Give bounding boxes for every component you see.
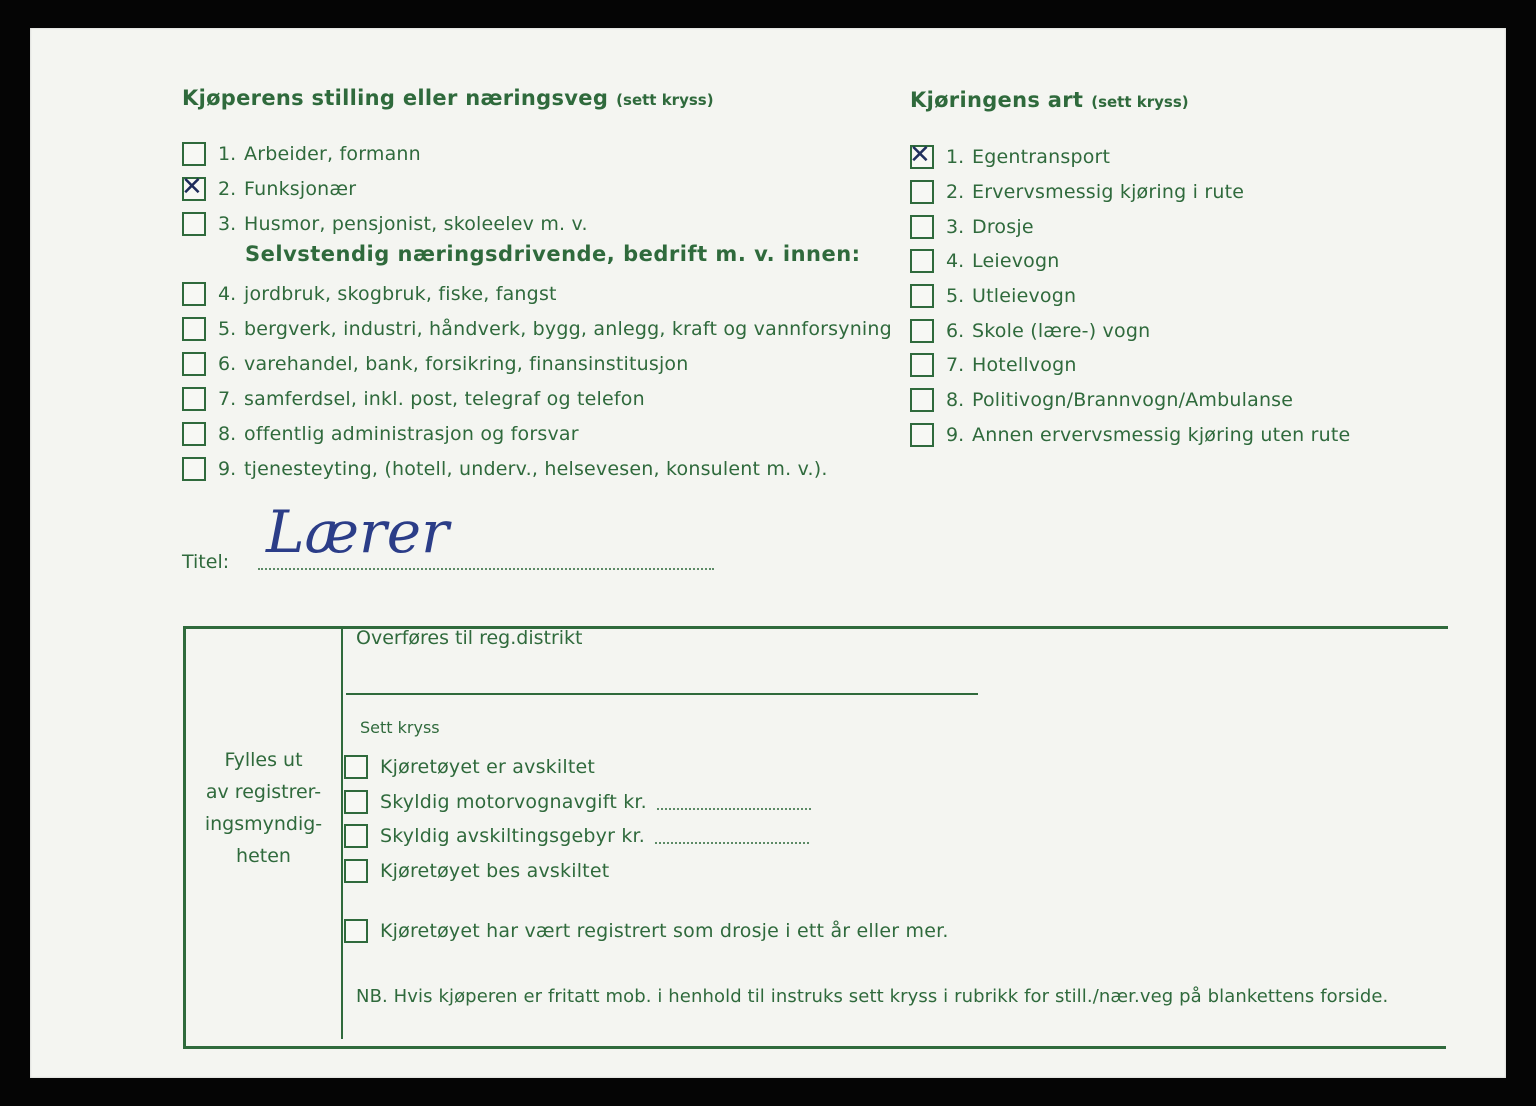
- item-number: 1.: [218, 142, 237, 165]
- item-number: 6.: [218, 352, 237, 375]
- registry-box-bottom-border: [183, 1046, 1446, 1049]
- registry-items: [344, 750, 811, 888]
- checkbox[interactable]: [344, 755, 368, 779]
- driving-items: [910, 140, 1350, 452]
- registry-label-line: av registrer-: [205, 781, 322, 803]
- checkbox[interactable]: [182, 457, 206, 481]
- driving-item-4[interactable]: [910, 244, 1350, 279]
- driving-item-5[interactable]: [910, 279, 1350, 314]
- driving-title-text: Kjøringens art: [910, 88, 1084, 112]
- item-number: 6.: [946, 319, 965, 342]
- checkbox[interactable]: [910, 284, 934, 308]
- checkbox[interactable]: [182, 352, 206, 376]
- item-label: Egentransport: [972, 146, 1111, 169]
- mobilization-note: NB. Hvis kjøperen er fritatt mob. i henhold til instruks sett kryss i rubrikk for still./nær.veg på blankettens forside.: [356, 986, 1389, 1007]
- item-label: Skole (lære-) vogn: [972, 319, 1151, 342]
- checkbox[interactable]: [344, 824, 368, 848]
- registry-authority-label: [186, 744, 341, 872]
- checkbox[interactable]: [910, 180, 934, 204]
- item-number: 2.: [218, 177, 237, 200]
- sett-kryss-label: Sett kryss: [360, 718, 440, 737]
- buyer-section-title: [182, 86, 714, 110]
- driving-title-hint: (sett kryss): [1091, 93, 1189, 111]
- buyer-item-5[interactable]: [182, 311, 892, 346]
- item-label: Drosje: [972, 215, 1034, 238]
- checkbox[interactable]: [182, 387, 206, 411]
- item-label: varehandel, bank, forsikring, finansinstitusjon: [244, 352, 689, 375]
- registry-item-motorvognavgift[interactable]: [344, 785, 811, 820]
- item-number: 2.: [946, 181, 965, 204]
- title-label: Titel:: [182, 551, 230, 573]
- item-label: samferdsel, inkl. post, telegraf og telefon: [244, 387, 645, 410]
- registry-label-line: Fylles ut: [224, 749, 303, 771]
- registry-item-bes-avskiltet[interactable]: [344, 854, 811, 889]
- checkbox-checked[interactable]: [181, 171, 206, 202]
- checkbox[interactable]: [910, 353, 934, 377]
- registry-item-avskiltet[interactable]: [344, 750, 811, 785]
- item-number: 7.: [946, 354, 965, 377]
- buyer-item-2[interactable]: [182, 171, 588, 206]
- buyer-items-a: [182, 136, 588, 241]
- driving-item-6[interactable]: [910, 313, 1350, 348]
- item-number: 8.: [218, 422, 237, 445]
- registry-item-avskiltingsgebyr[interactable]: [344, 819, 811, 854]
- buyer-item-3[interactable]: [182, 206, 588, 241]
- checkbox-checked[interactable]: [909, 140, 934, 171]
- item-label: Hotellvogn: [972, 354, 1077, 377]
- checkbox[interactable]: [910, 215, 934, 239]
- registry-label-line: heten: [236, 845, 291, 867]
- item-label: Funksjonær: [244, 177, 357, 200]
- item-label: Skyldig avskiltingsgebyr kr.: [380, 825, 646, 848]
- item-number: 3.: [218, 212, 237, 235]
- checkbox[interactable]: [182, 422, 206, 446]
- item-label: Kjøretøyet er avskiltet: [380, 756, 596, 779]
- item-number: 7.: [218, 387, 237, 410]
- item-label: tjenesteyting, (hotell, underv., helsevesen, konsulent m. v.).: [244, 457, 828, 480]
- cross-mark-icon: ✕: [909, 140, 931, 171]
- item-number: 1.: [946, 146, 965, 169]
- item-label: Leievogn: [972, 250, 1060, 273]
- buyer-title-text: Kjøperens stilling eller næringsveg: [182, 86, 609, 110]
- item-label: Utleievogn: [972, 285, 1077, 308]
- checkbox[interactable]: [910, 249, 934, 273]
- buyer-item-7[interactable]: [182, 381, 892, 416]
- checkbox[interactable]: [344, 790, 368, 814]
- driving-item-9[interactable]: [910, 418, 1350, 453]
- driving-item-2[interactable]: [910, 175, 1350, 210]
- registry-box-divider: [341, 626, 343, 1039]
- checkbox[interactable]: [182, 317, 206, 341]
- title-field-label: [182, 550, 229, 574]
- item-label: Kjøretøyet har vært registrert som drosje i ett år eller mer.: [380, 920, 949, 942]
- buyer-item-4[interactable]: [182, 276, 892, 311]
- registry-label-line: ingsmyndig-: [204, 813, 323, 835]
- checkbox[interactable]: [182, 142, 206, 166]
- item-label: Skyldig motorvognavgift kr.: [380, 790, 647, 813]
- checkbox[interactable]: [910, 388, 934, 412]
- cross-mark-icon: ✕: [181, 171, 203, 202]
- item-number: 8.: [946, 389, 965, 412]
- title-field-line[interactable]: [258, 568, 714, 570]
- item-number: 9.: [946, 423, 965, 446]
- title-handwritten-value: Lærer: [266, 498, 449, 566]
- buyer-items-b: [182, 276, 892, 486]
- buyer-item-8[interactable]: [182, 416, 892, 451]
- item-number: 5.: [946, 285, 965, 308]
- buyer-title-hint: (sett kryss): [616, 91, 714, 109]
- item-label: Arbeider, formann: [244, 142, 421, 165]
- driving-item-3[interactable]: [910, 209, 1350, 244]
- item-number: 3.: [946, 215, 965, 238]
- item-label: Kjøretøyet bes avskiltet: [380, 859, 610, 882]
- driving-item-8[interactable]: [910, 383, 1350, 418]
- driving-item-1[interactable]: [910, 140, 1350, 175]
- checkbox[interactable]: [910, 423, 934, 447]
- item-number: 4.: [946, 250, 965, 273]
- amount-field-line[interactable]: [657, 794, 811, 810]
- buyer-item-6[interactable]: [182, 346, 892, 381]
- buyer-item-1[interactable]: [182, 136, 588, 171]
- amount-field-line[interactable]: [655, 828, 809, 844]
- item-number: 4.: [218, 282, 237, 305]
- item-label: Husmor, pensjonist, skoleelev m. v.: [244, 212, 588, 235]
- registry-item-drosje[interactable]: [344, 919, 949, 943]
- item-label: jordbruk, skogbruk, fiske, fangst: [244, 282, 557, 305]
- item-number: 5.: [218, 317, 237, 340]
- checkbox[interactable]: [910, 319, 934, 343]
- checkbox[interactable]: [182, 282, 206, 306]
- item-number: 9.: [218, 457, 237, 480]
- self-employed-subheading: Selvstendig næringsdrivende, bedrift m. v. innen:: [245, 242, 861, 266]
- item-label: Politivogn/Brannvogn/Ambulanse: [972, 389, 1294, 412]
- item-label: Ervervsmessig kjøring i rute: [972, 181, 1245, 204]
- transfer-district-label: Overføres til reg.distrikt: [356, 627, 583, 649]
- item-label: bergverk, industri, håndverk, bygg, anlegg, kraft og vannforsyning: [244, 317, 892, 340]
- buyer-item-9[interactable]: [182, 451, 892, 486]
- checkbox[interactable]: [182, 212, 206, 236]
- item-label: Annen ervervsmessig kjøring uten rute: [972, 423, 1351, 446]
- driving-section-title: [910, 88, 1189, 112]
- item-label: offentlig administrasjon og forsvar: [244, 422, 579, 445]
- form-sheet: [30, 28, 1506, 1078]
- checkbox[interactable]: [344, 919, 368, 943]
- transfer-district-field-line[interactable]: [346, 693, 978, 695]
- driving-item-7[interactable]: [910, 348, 1350, 383]
- checkbox[interactable]: [344, 859, 368, 883]
